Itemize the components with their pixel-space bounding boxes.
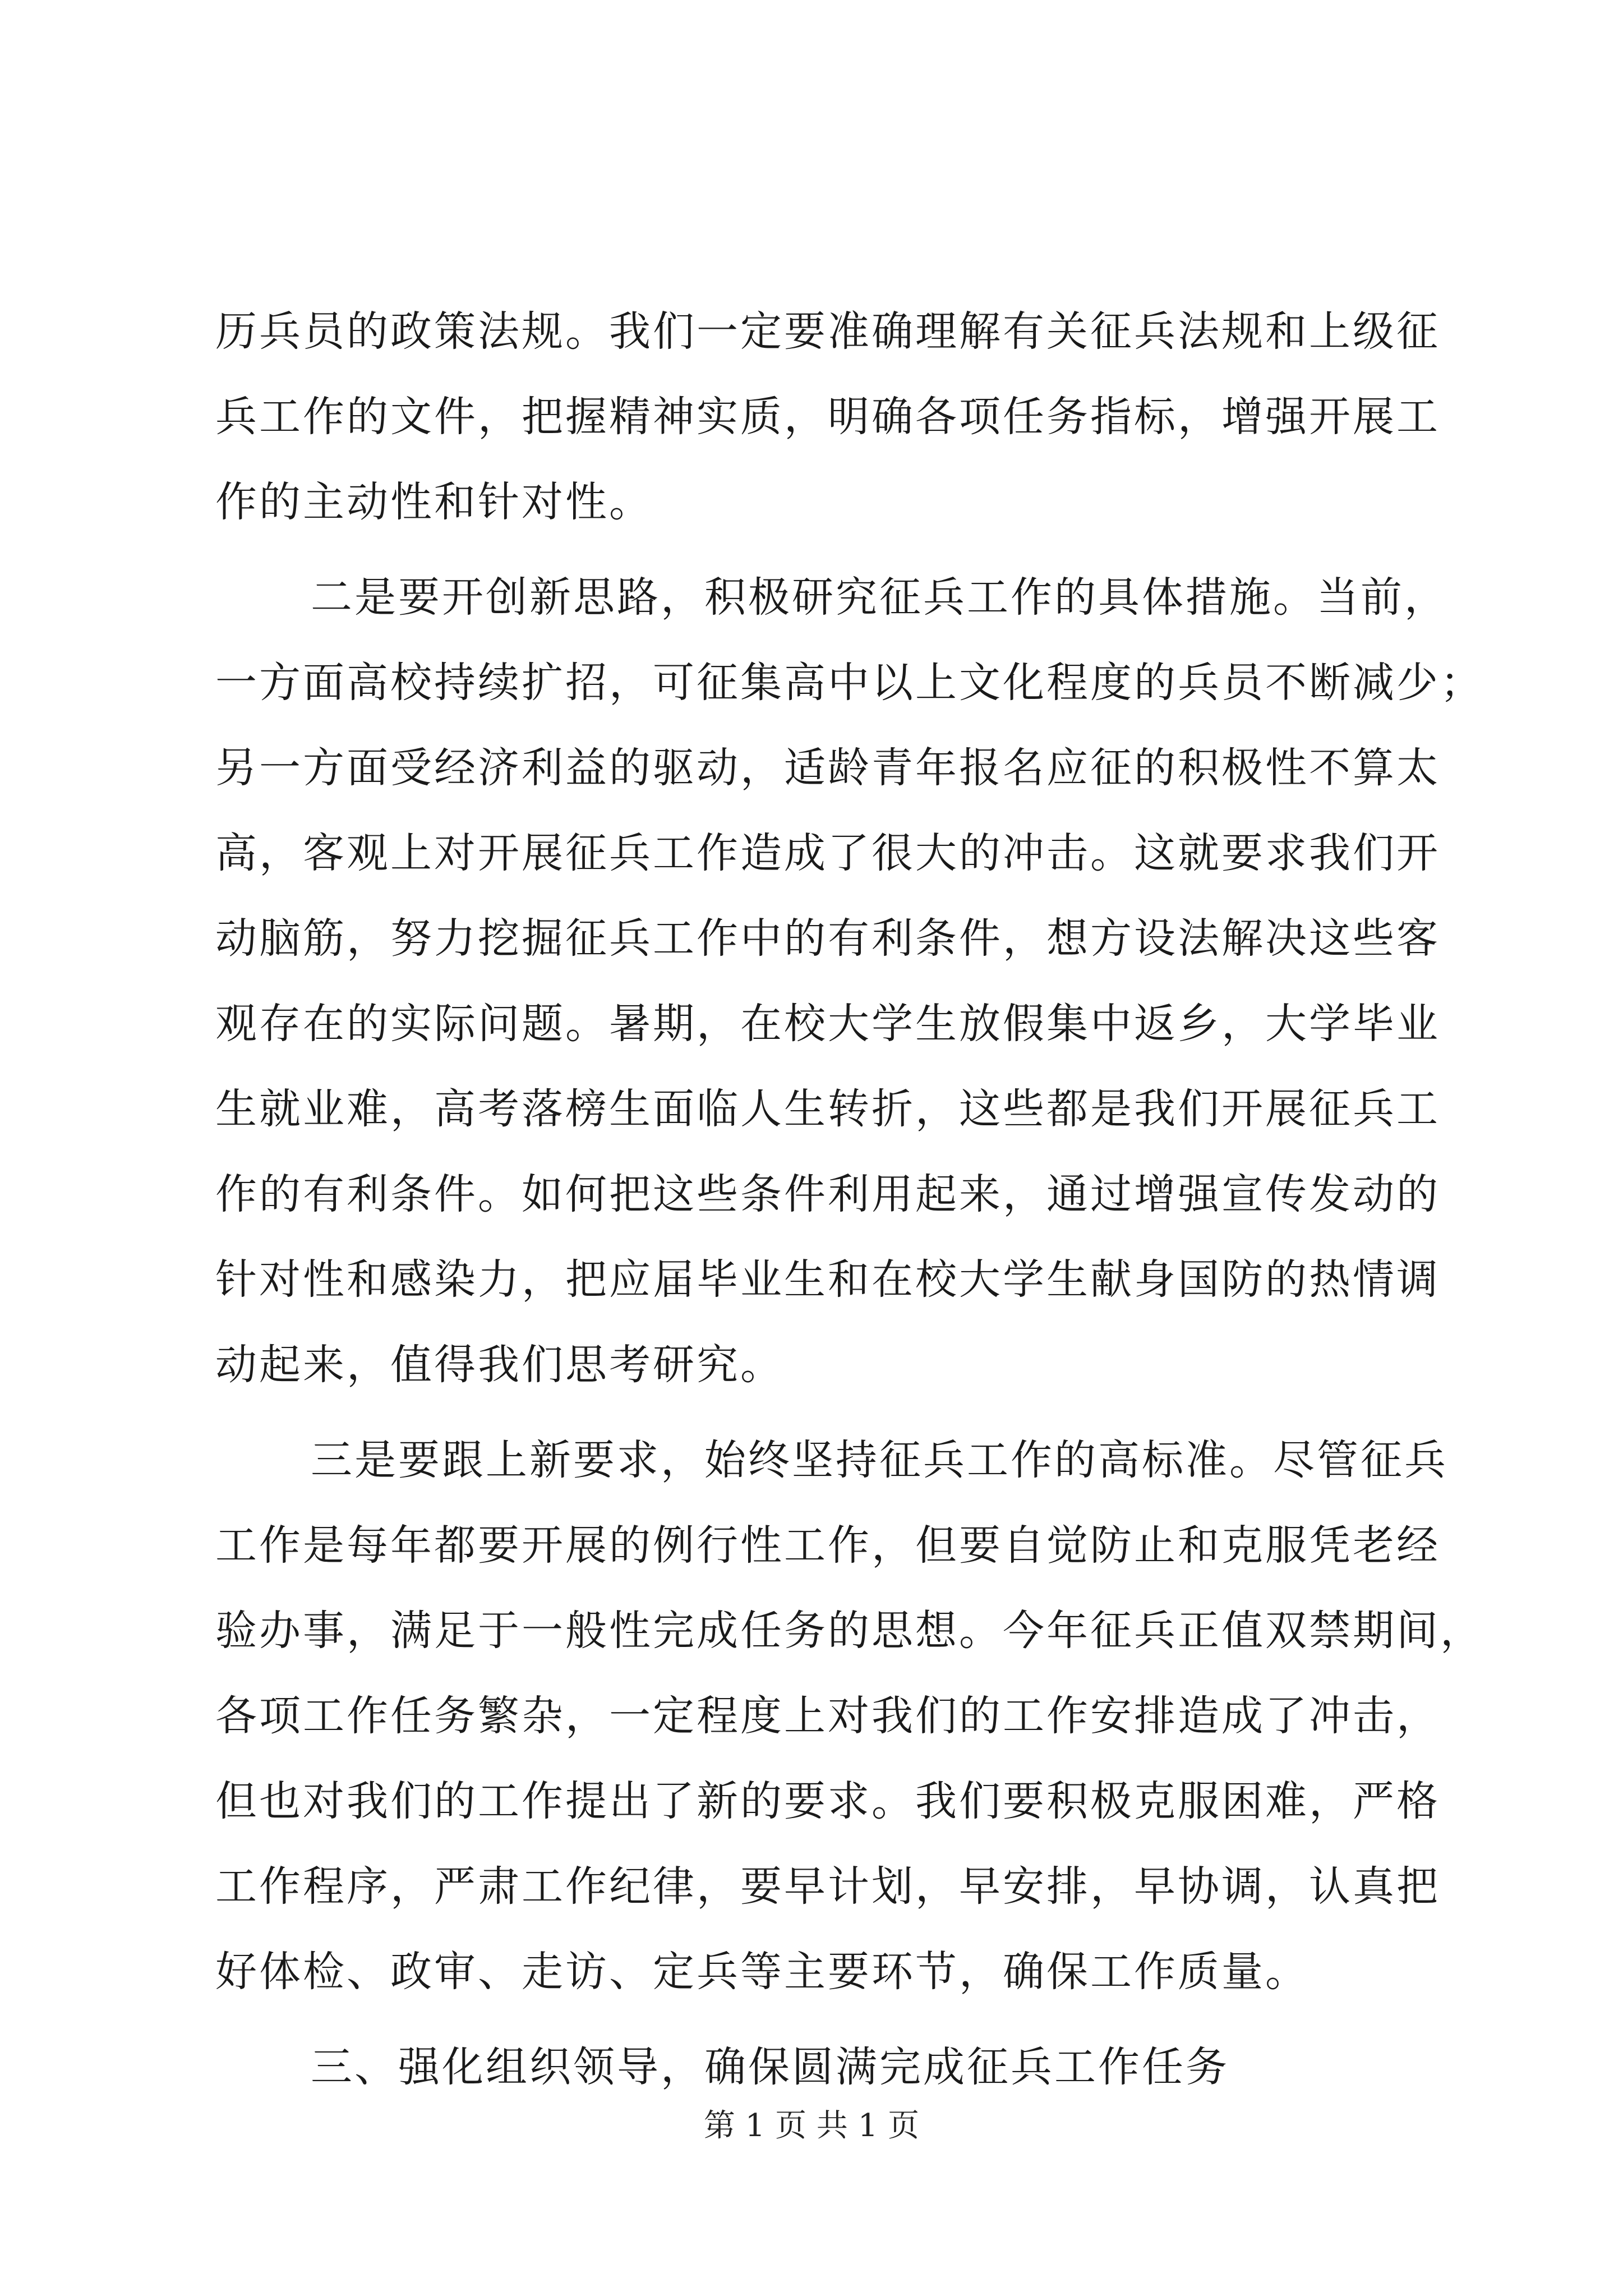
text-line: 针对性和感染力，把应届毕业生和在校大学生献身国防的热情调	[215, 1255, 1440, 1304]
text-line: 观存在的实际问题。暑期，在校大学生放假集中返乡，大学毕业	[215, 1000, 1440, 1048]
paragraph	[215, 1418, 1484, 2014]
text-line: 生就业难，高考落榜生面临人生转折，这些都是我们开展征兵工	[215, 1085, 1440, 1133]
text-line: 历兵员的政策法规。我们一定要准确理解有关征兵法规和上级征	[215, 307, 1440, 356]
text-line: 作的主动性和针对性。	[215, 478, 653, 526]
paragraph	[215, 289, 1440, 545]
document-body	[215, 289, 1484, 2110]
text-line: 工作是每年都要开展的例行性工作，但要自觉防止和克服凭老经	[215, 1521, 1440, 1570]
text-line: 一方面高校持续扩招，可征集高中以上文化程度的兵员不断减少；	[215, 659, 1484, 707]
text-line: 但也对我们的工作提出了新的要求。我们要积极克服困难，严格	[215, 1777, 1440, 1825]
text-line: 好体检、政审、走访、定兵等主要环节，确保工作质量。	[215, 1948, 1309, 1996]
text-line: 各项工作任务繁杂，一定程度上对我们的工作安排造成了冲击，	[215, 1692, 1440, 1740]
text-line: 三是要跟上新要求，始终坚持征兵工作的高标准。尽管征兵	[311, 1436, 1448, 1484]
text-line: 三、强化组织领导，确保圆满完成征兵工作任务	[311, 2043, 1229, 2091]
text-line: 验办事，满足于一般性完成任务的思想。今年征兵正值双禁期间，	[215, 1607, 1484, 1655]
text-line: 作的有利条件。如何把这些条件利用起来，通过增强宣传发动的	[215, 1170, 1440, 1218]
text-line: 二是要开创新思路，积极研究征兵工作的具体措施。当前，	[311, 573, 1448, 622]
text-line: 工作程序，严肃工作纪律，要早计划，早安排，早协调，认真把	[215, 1862, 1440, 1911]
text-line: 动脑筋，努力挖掘征兵工作中的有利条件，想方设法解决这些客	[215, 914, 1440, 963]
section-heading	[215, 2024, 1419, 2110]
page-footer: 第 1 页 共 1 页	[703, 2108, 920, 2144]
text-line: 兵工作的文件，把握精神实质，明确各项任务指标，增强开展工	[215, 393, 1440, 441]
text-line: 动起来，值得我们思考研究。	[215, 1341, 784, 1389]
paragraph	[215, 555, 1484, 1407]
text-line: 高，客观上对开展征兵工作造成了很大的冲击。这就要求我们开	[215, 829, 1440, 877]
text-line: 另一方面受经济利益的驱动，适龄青年报名应征的积极性不算太	[215, 744, 1440, 792]
